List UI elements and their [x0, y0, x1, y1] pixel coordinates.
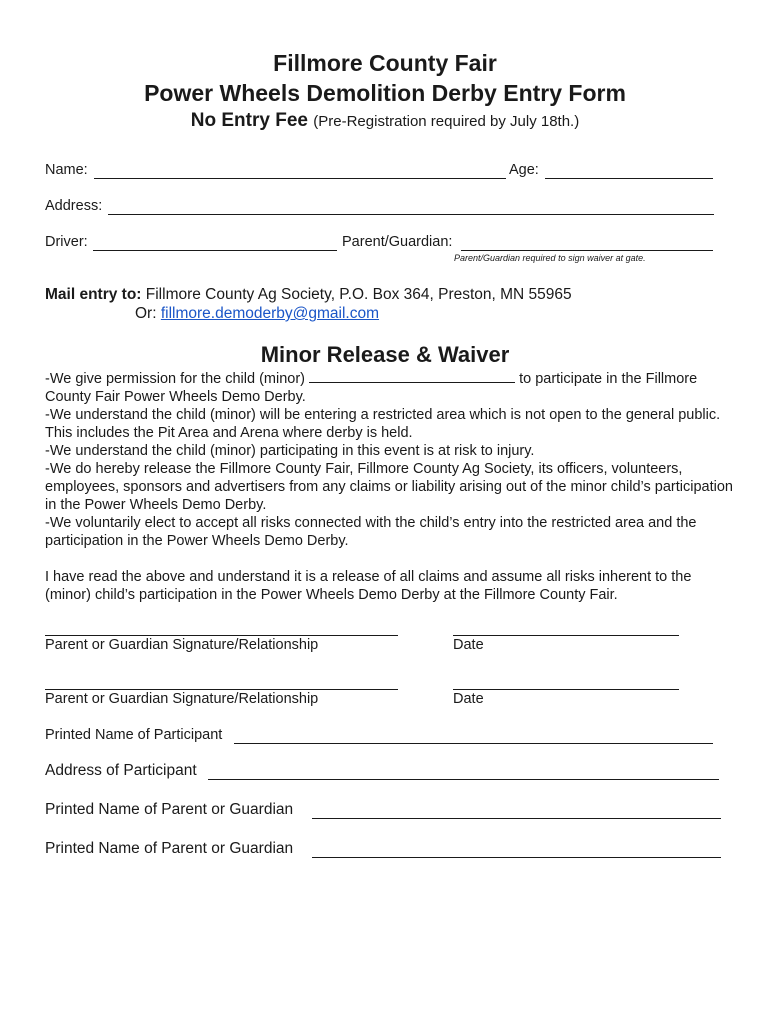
form-subtitle: Power Wheels Demolition Derby Entry Form	[144, 80, 626, 106]
waiver-acknowledgement: I have read the above and understand it is a release of all claims and assume all risks inherent to the (minor) child’s participation in the Power Wheels Demo Derby at the Fillmore County Fair.	[45, 569, 692, 603]
waiver-paragraph-5: -We voluntarily elect to accept all risks connected with the child’s entry into the restricted area and the participation in the Power Wheels Demo Derby.	[45, 515, 697, 549]
age-field[interactable]	[545, 178, 713, 179]
waiver-body	[45, 369, 735, 604]
waiver-p1-start: -We give permission for the child (minor)	[45, 371, 306, 387]
date-label-1: Date	[453, 637, 484, 653]
fee-note: (Pre-Registration required by July 18th.)	[313, 113, 580, 130]
printed-parent-label-2: Printed Name of Parent or Guardian	[45, 840, 294, 857]
date-field-1[interactable]	[453, 635, 679, 636]
waiver-paragraph-1	[45, 369, 735, 406]
waiver-paragraph-4: -We do hereby release the Fillmore County Fair, Fillmore County Ag Society, its officers, volunteers, employees, sponsors and advertisers from any claims or liability arising out of the minor child’s participation in the Power Wheels Demo Derby.	[45, 461, 733, 513]
name-label: Name:	[45, 162, 88, 178]
mail-email-line	[135, 305, 379, 323]
signature-label-1: Parent or Guardian Signature/Relationship	[45, 637, 319, 653]
form-title: Fillmore County Fair	[273, 50, 497, 76]
mail-entry-label: Mail entry to:	[45, 286, 142, 303]
waiver-paragraph-2: -We understand the child (minor) will be entering a restricted area which is not open to the general public. This includes the Pit Area and Arena where derby is held.	[45, 407, 721, 441]
signature-field-2[interactable]	[45, 689, 398, 690]
date-field-2[interactable]	[453, 689, 679, 690]
waiver-heading: Minor Release & Waiver	[260, 342, 510, 367]
signature-field-1[interactable]	[45, 635, 398, 636]
fee-label: No Entry Fee	[190, 110, 308, 131]
mail-address: Fillmore County Ag Society, P.O. Box 364, Preston, MN 55965	[145, 286, 572, 303]
parent-guardian-note: Parent/Guardian required to sign waiver at gate.	[454, 253, 646, 263]
driver-field[interactable]	[93, 250, 337, 251]
printed-participant-field[interactable]	[234, 743, 713, 744]
parent-guardian-field[interactable]	[461, 250, 713, 251]
mail-entry-line	[45, 286, 572, 304]
printed-parent-label-1: Printed Name of Parent or Guardian	[45, 801, 294, 818]
date-label-2: Date	[453, 691, 484, 707]
waiver-paragraph-3: -We understand the child (minor) participating in this event is at risk to injury.	[45, 443, 535, 459]
mail-or-label: Or:	[135, 305, 157, 322]
waiver-p1-end: to participate in the Fillmore County Fair Power Wheels Demo Derby.	[45, 371, 698, 405]
printed-parent-field-2[interactable]	[312, 857, 721, 858]
name-field[interactable]	[94, 178, 506, 179]
fee-line	[0, 110, 770, 132]
address-participant-label: Address of Participant	[45, 762, 197, 779]
parent-guardian-label: Parent/Guardian:	[342, 234, 453, 250]
age-label: Age:	[509, 162, 539, 178]
address-label: Address:	[45, 198, 103, 214]
address-participant-field[interactable]	[208, 779, 719, 780]
email-link[interactable]: fillmore.demoderby@gmail.com	[160, 305, 380, 322]
minor-name-field[interactable]	[309, 369, 515, 383]
printed-parent-field-1[interactable]	[312, 818, 721, 819]
signature-label-2: Parent or Guardian Signature/Relationship	[45, 691, 319, 707]
printed-participant-label: Printed Name of Participant	[45, 727, 223, 743]
address-field[interactable]	[108, 214, 714, 215]
driver-label: Driver:	[45, 234, 88, 250]
